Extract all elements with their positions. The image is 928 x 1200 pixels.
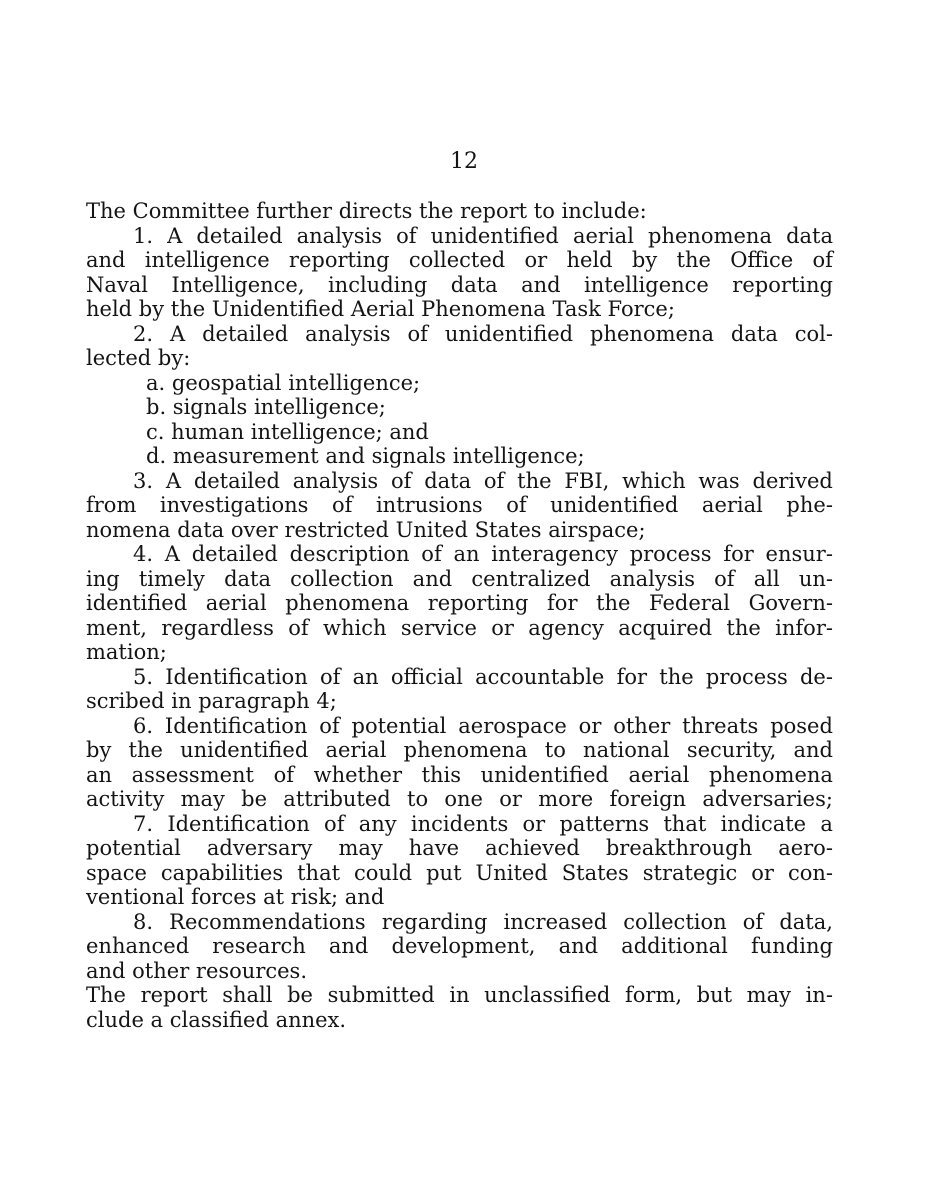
item-2-line-1: 2. A detailed analysis of unidentified phenomena data col-	[133, 321, 833, 346]
item-1-line-3: Naval Intelligence, including data and intelligence reporting	[86, 272, 833, 297]
item-6-line-4: activity may be attributed to one or more foreign adversaries;	[86, 787, 833, 811]
item-8-line-1: 8. Recommendations regarding increased collection of data,	[133, 909, 833, 934]
closing-line-1: The report shall be submitted in unclassified form, but may in-	[86, 983, 833, 1007]
item-3-line-1: 3. A detailed analysis of data of the FBI, which was derived	[133, 468, 833, 493]
closing-line-2: clude a classified annex.	[86, 1007, 347, 1032]
item-5-line-2: scribed in paragraph 4;	[86, 689, 337, 713]
page-number: 12	[450, 149, 478, 174]
item-1-line-4: held by the Unidentified Aerial Phenomena Task Force;	[86, 297, 675, 321]
item-4-line-1: 4. A detailed description of an interagency process for ensur-	[133, 542, 833, 566]
item-2-subitem-c: c. human intelligence; and	[146, 419, 429, 444]
item-5-line-1: 5. Identification of an official accountable for the process de-	[133, 664, 833, 689]
item-4-line-5: mation;	[86, 640, 167, 664]
intro-line: The Committee further directs the report to include:	[86, 199, 647, 223]
item-1-line-1: 1. A detailed analysis of unidentified aerial phenomena data	[133, 223, 833, 248]
item-8-line-3: and other resources.	[86, 958, 308, 983]
item-3-line-2: from investigations of intrusions of unidentified aerial phe-	[86, 493, 833, 517]
item-6-line-2: by the unidentified aerial phenomena to national security, and	[86, 738, 833, 762]
item-6-line-3: an assessment of whether this unidentified aerial phenomena	[86, 762, 833, 787]
item-4-line-2: ing timely data collection and centralized analysis of all un-	[86, 566, 833, 591]
item-6-line-1: 6. Identification of potential aerospace or other threats posed	[133, 713, 833, 738]
item-1-line-2: and intelligence reporting collected or held by the Office of	[86, 248, 833, 272]
item-2-subitem-b: b. signals intelligence;	[146, 395, 386, 419]
item-2-subitem-a: a. geospatial intelligence;	[146, 370, 421, 395]
item-7-line-4: ventional forces at risk; and	[86, 885, 385, 909]
item-3-line-3: nomena data over restricted United States airspace;	[86, 517, 646, 542]
item-7-line-1: 7. Identification of any incidents or patterns that indicate a	[133, 811, 833, 836]
item-8-line-2: enhanced research and development, and additional funding	[86, 934, 833, 958]
item-7-line-3: space capabilities that could put United States strategic or con-	[86, 860, 833, 885]
item-4-line-3: identified aerial phenomena reporting for the Federal Govern-	[86, 591, 833, 615]
item-2-line-2: lected by:	[86, 346, 191, 370]
item-2-subitem-d: d. measurement and signals intelligence;	[146, 444, 585, 468]
item-4-line-4: ment, regardless of which service or agency acquired the infor-	[86, 615, 833, 640]
report-requirements-text	[86, 199, 833, 1032]
item-7-line-2: potential adversary may have achieved breakthrough aero-	[86, 836, 833, 860]
